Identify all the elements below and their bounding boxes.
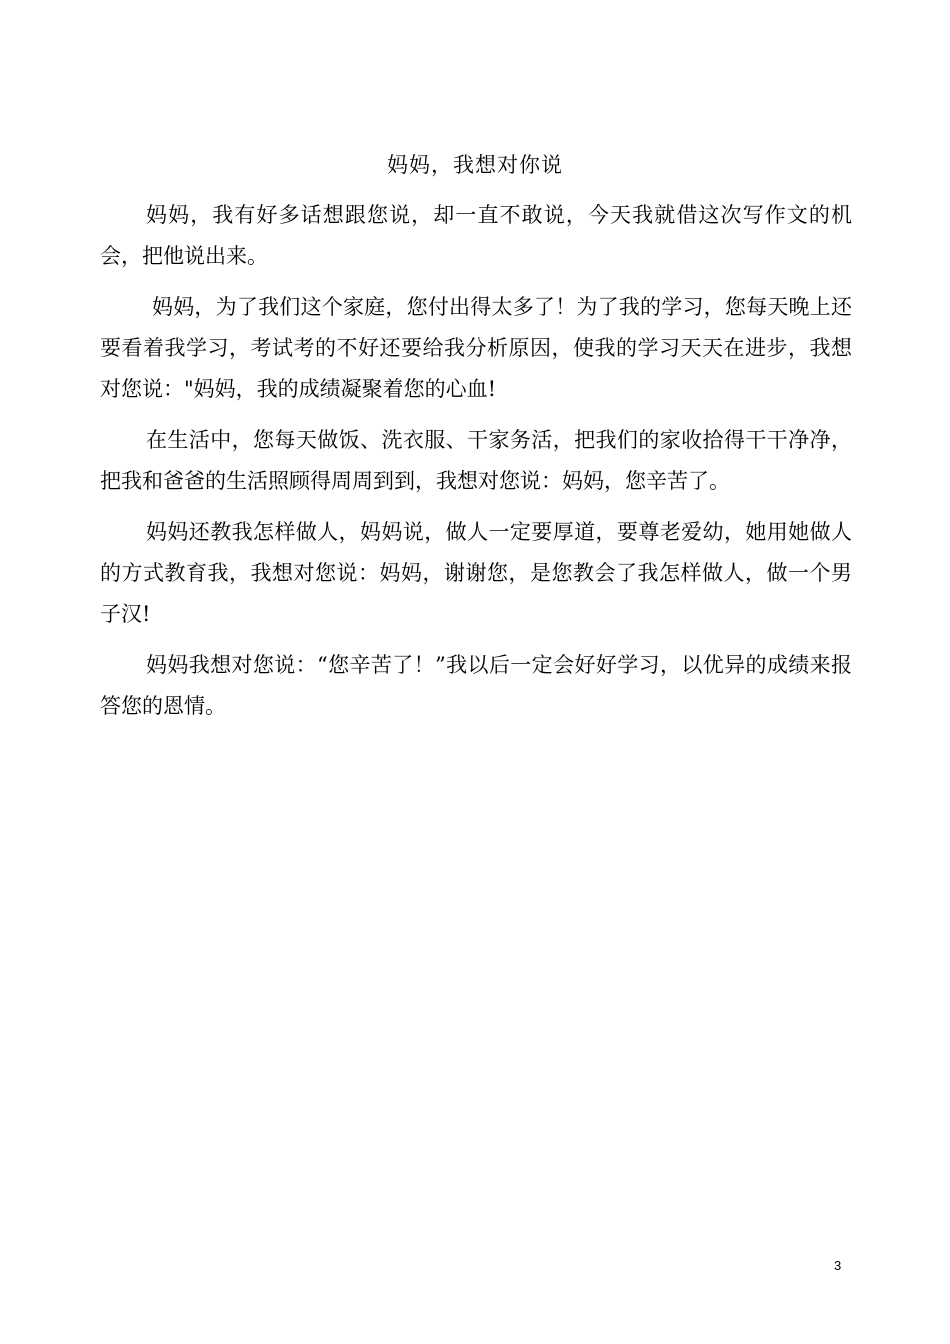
- document-title: 妈妈，我想对你说: [387, 153, 563, 177]
- paragraph-3: 在生活中，您每天做饭、洗衣服、干家务活，把我们的家收拾得干干净净，把我和爸爸的生活照顾得周周到到，我想对您说：妈妈，您辛苦了。: [100, 428, 852, 493]
- paragraph-4: 妈妈还教我怎样做人，妈妈说，做人一定要厚道，要尊老爱幼，她用她做人的方式教育我，我想对您说：妈妈，谢谢您，是您教会了我怎样做人，做一个男子汉!: [100, 520, 852, 626]
- paragraph-1: 妈妈，我有好多话想跟您说，却一直不敢说，今天我就借这次写作文的机会，把他说出来。: [100, 203, 852, 268]
- page-number: 3: [834, 1258, 842, 1273]
- paragraph-5: 妈妈我想对您说：“您辛苦了！”我以后一定会好好学习，以优异的成绩来报答您的恩情。: [100, 653, 852, 718]
- document-body: [100, 195, 852, 737]
- paragraph-2: 妈妈，为了我们这个家庭，您付出得太多了！为了我的学习，您每天晚上还要看着我学习，考试考的不好还要给我分析原因，使我的学习天天在进步，我想对您说："妈妈，我的成绩凝聚着您的心血!: [100, 295, 852, 401]
